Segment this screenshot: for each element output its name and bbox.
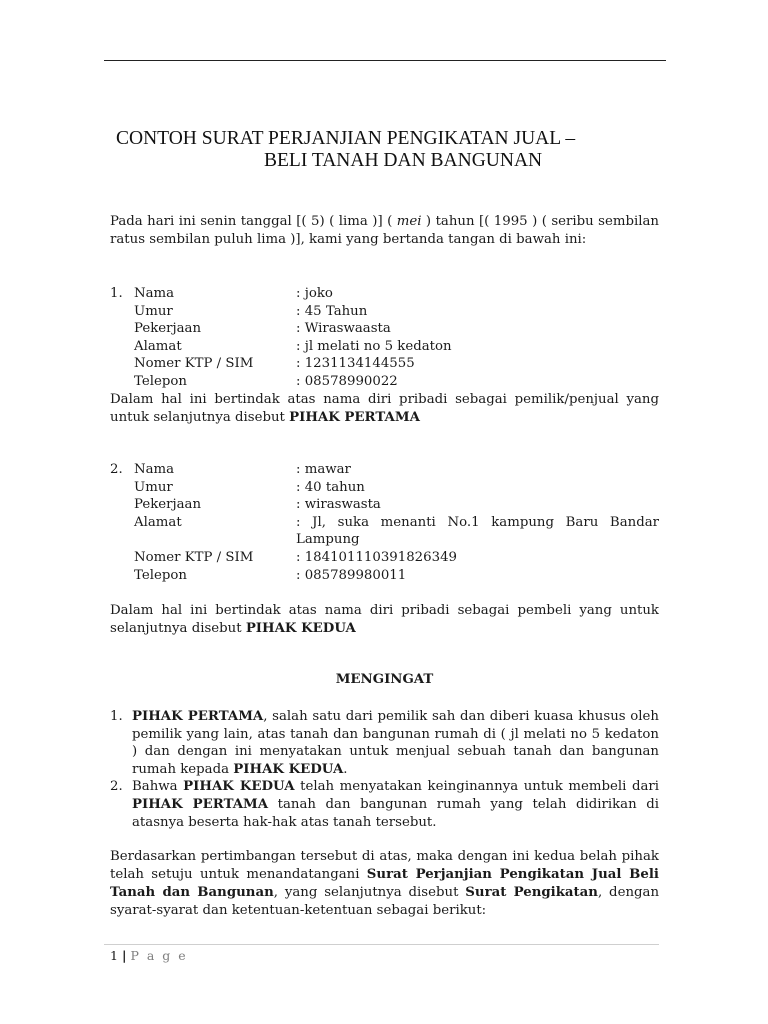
party2-row: 2. Nama : mawar xyxy=(110,462,351,477)
closing-paragraph: Berdasarkan pertimbangan tersebut di atas, maka dengan ini kedua belah pihak telah setuju untuk menandatangani Surat Perjanjian Pengikatan Jual Beli Tanah dan Bangunan, yang selanjutnya disebut Surat Pengikatan, dengan syarat-syarat dan ketentuan-ketentuan sebagai berikut: xyxy=(110,849,660,918)
party2-row: Umur : 40 tahun xyxy=(134,480,365,495)
document-title-line1: CONTOH SURAT PERJANJIAN PENGIKATAN JUAL – xyxy=(116,128,576,149)
party2-row: Lampung xyxy=(296,532,360,547)
page-footer xyxy=(110,948,188,963)
party1-row: Alamat : jl melati no 5 kedaton xyxy=(134,339,452,354)
party1-row: Telepon : 08578990022 xyxy=(134,374,398,389)
mengingat-list xyxy=(110,708,659,831)
month-italic: mei xyxy=(396,214,422,229)
list-item: 2. Bahwa PIHAK KEDUA telah menyatakan keinginannya untuk membeli dari PIHAK PERTAMA tanah dan bangunan rumah yang telah didirikan di atasnya beserta hak-hak atas tanah tersebut. xyxy=(110,779,659,830)
party2-statement: Dalam hal ini bertindak atas nama diri pribadi sebagai pembeli yang untuk selanjutnya disebut PIHAK KEDUA xyxy=(110,603,659,636)
party1-statement: Dalam hal ini bertindak atas nama diri pribadi sebagai pemilik/penjual yang untuk selanjutnya disebut PIHAK PERTAMA xyxy=(110,392,659,425)
party2-row: Pekerjaan : wiraswasta xyxy=(134,497,381,512)
party1-row: 1. Nama : joko xyxy=(110,286,333,301)
party1-row: Pekerjaan : Wiraswaasta xyxy=(134,321,391,336)
party2-row: Nomer KTP / SIM : 184101110391826349 xyxy=(134,550,457,565)
footer-separator: | xyxy=(121,948,127,963)
page-label: P a g e xyxy=(130,948,188,963)
party1-row: Umur : 45 Tahun xyxy=(134,304,368,319)
list-item: 1. PIHAK PERTAMA, salah satu dari pemilik sah dan diberi kuasa khusus oleh pemilik yang lain, atas tanah dan bangunan rumah di ( jl melati no 5 kedaton ) dan dengan ini menyatakan untuk menjual sebuah tanah dan bangunan rumah kepada PIHAK KEDUA. xyxy=(110,709,659,777)
party2-number: 2. xyxy=(110,462,123,477)
party1-number: 1. xyxy=(110,286,123,301)
page-number: 1 xyxy=(110,948,118,963)
footer-rule xyxy=(104,944,659,945)
party2-row: Alamat : Jl, suka menanti No.1 kampung Baru Bandar xyxy=(134,515,659,530)
party1-row: Nomer KTP / SIM : 1231134144555 xyxy=(134,356,415,371)
intro-paragraph: Pada hari ini senin tanggal [( 5) ( lima )] ( mei ) tahun [( 1995 ) ( seribu sembilan ratus sembilan puluh lima )], kami yang bertanda tangan di bawah ini: xyxy=(110,214,659,247)
party2-row: Telepon : 085789980011 xyxy=(134,568,407,583)
document-title-line2: BELI TANAH DAN BANGUNAN xyxy=(264,150,543,171)
section-heading-mengingat: MENGINGAT xyxy=(335,672,434,687)
header-rule xyxy=(104,60,666,61)
